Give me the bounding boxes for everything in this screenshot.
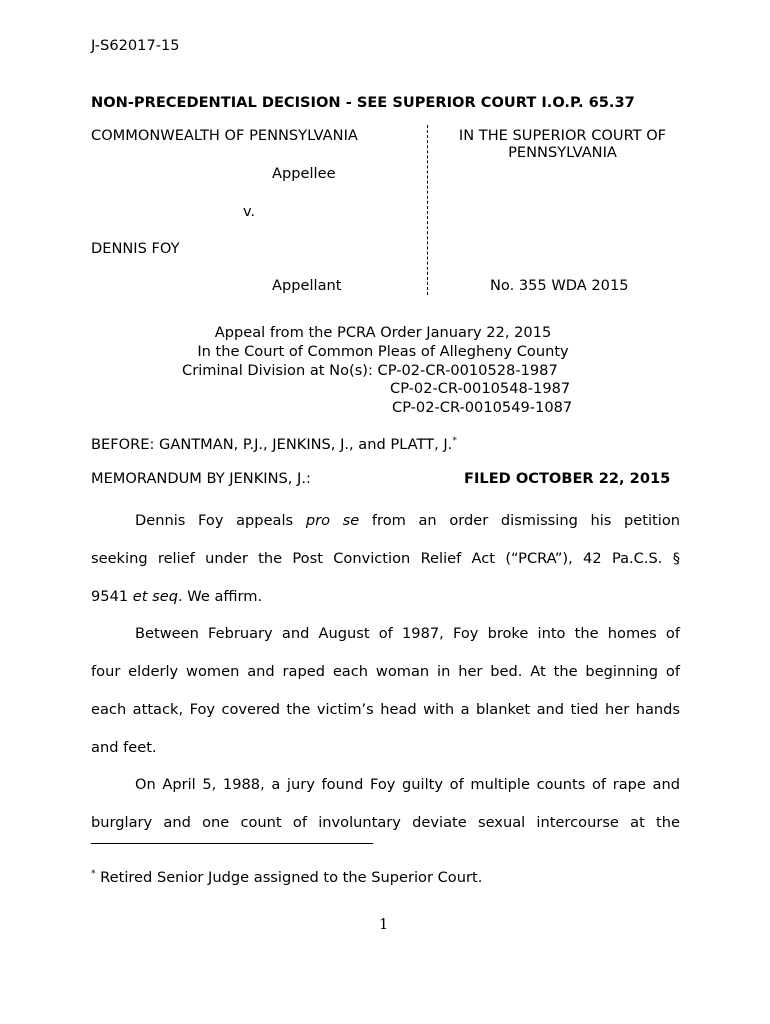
p2-line1: Between February and August of 1987, Foy broke into the homes of (135, 625, 680, 642)
docket-code: J-S62017-15 (91, 37, 180, 54)
memo-author: MEMORANDUM BY JENKINS, J.: (91, 470, 311, 487)
appeal-line2: In the Court of Common Pleas of Allegheny County (197, 343, 569, 360)
appeal-line1: Appeal from the PCRA Order January 22, 2015 (214, 324, 552, 341)
before-text: BEFORE: GANTMAN, P.J., JENKINS, J., and PLATT, J. (91, 436, 453, 453)
p1-line1: Dennis Foy appeals pro se from an order dismissing his petition (135, 512, 681, 529)
before-panel (91, 436, 457, 453)
caption-court-line2: PENNSYLVANIA (508, 144, 617, 161)
caption-court-line1: IN THE SUPERIOR COURT OF (458, 127, 667, 144)
memo-filed: FILED OCTOBER 22, 2015 (464, 470, 671, 487)
p3-line2: burglary and one count of involuntary deviate sexual intercourse at the (91, 814, 680, 831)
p3-line1: On April 5, 1988, a jury found Foy guilty of multiple counts of rape and (135, 776, 680, 793)
caption-court (440, 127, 685, 161)
caption-case-number: No. 355 WDA 2015 (490, 277, 629, 294)
appeal-line3: Criminal Division at No(s): CP-02-CR-0010528-1987 (182, 362, 558, 379)
caption-versus: v. (243, 203, 256, 220)
p2-line4: and feet. (91, 739, 157, 756)
footnote-mark: * (91, 869, 96, 880)
caption-divider (427, 125, 428, 295)
caption-party2: DENNIS FOY (91, 240, 180, 257)
body-paragraph-2 (91, 615, 680, 767)
caption-party1-role: Appellee (272, 165, 336, 182)
p1-line3: 9541 et seq. We affirm. (91, 588, 263, 605)
p1-line2: seeking relief under the Post Conviction Relief Act (“PCRA”), 42 Pa.C.S. § (91, 550, 680, 567)
body-paragraph-3 (91, 766, 680, 842)
footnote-text: Retired Senior Judge assigned to the Superior Court. (95, 869, 483, 886)
appeal-line5: CP-02-CR-0010549-1087 (392, 399, 573, 416)
appeal-line4: CP-02-CR-0010548-1987 (390, 380, 571, 397)
caption-party2-role: Appellant (272, 277, 342, 294)
p2-line3: each attack, Foy covered the victim’s head with a blanket and tied her hands (91, 701, 680, 718)
footnote-rule (91, 843, 373, 844)
body-paragraph-1 (91, 502, 680, 616)
page-number: 1 (379, 916, 389, 933)
caption-party1: COMMONWEALTH OF PENNSYLVANIA (91, 127, 358, 144)
p2-line2: four elderly women and raped each woman in her bed. At the beginning of (91, 663, 680, 680)
before-footnote-mark: * (452, 436, 457, 447)
footnote (91, 869, 482, 886)
decision-notice: NON-PRECEDENTIAL DECISION - SEE SUPERIOR COURT I.O.P. 65.37 (91, 94, 635, 111)
